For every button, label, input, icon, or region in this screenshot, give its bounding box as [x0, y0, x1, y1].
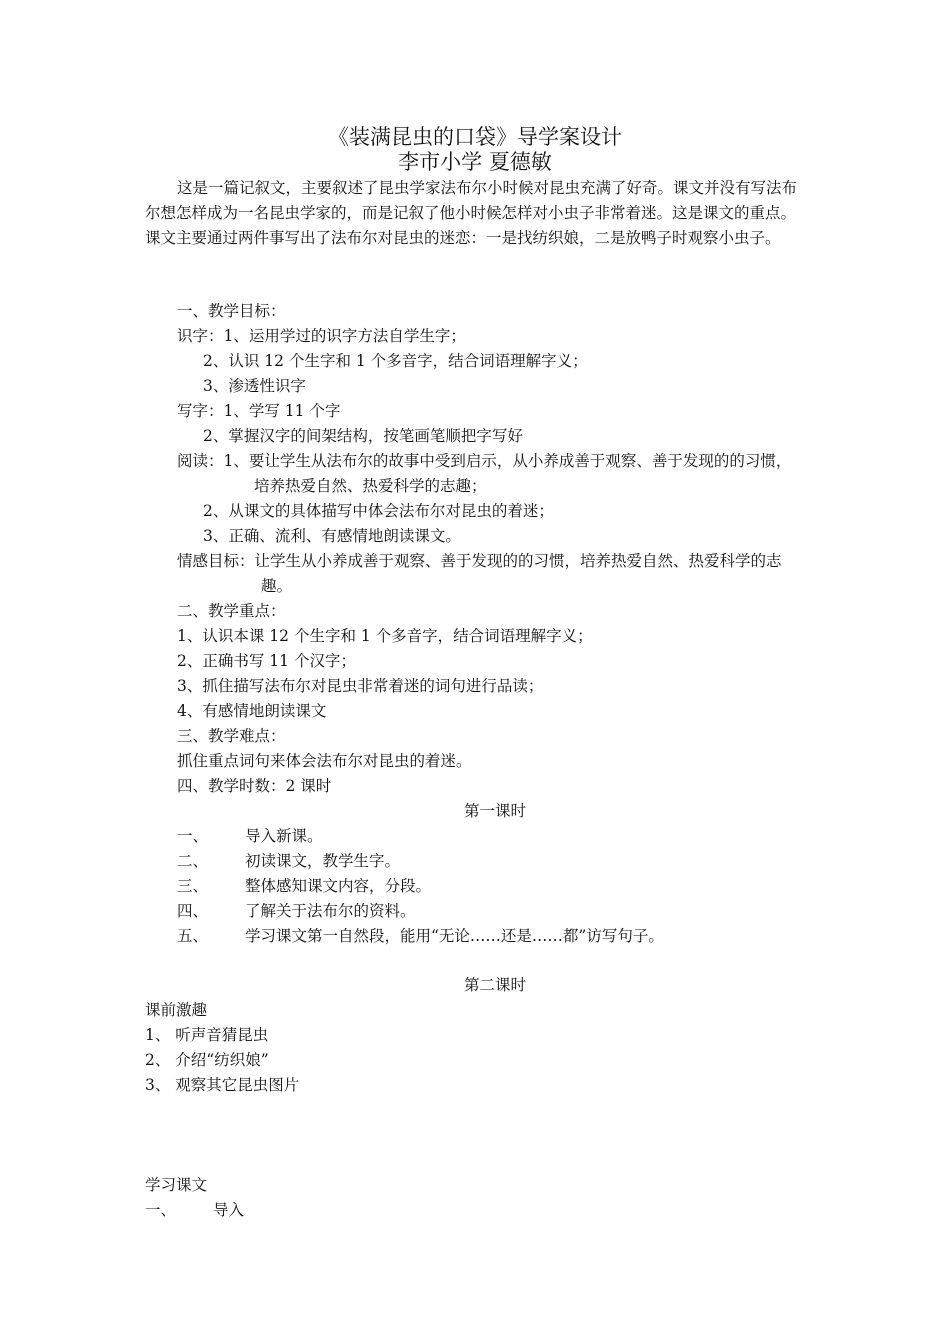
lesson1-item-text: 导入新课。: [245, 827, 323, 845]
class-hours: 四、教学时数：2 课时: [177, 777, 332, 795]
writing-objective: 写字：1、学写 11 个字: [177, 402, 341, 420]
key-points-heading: 二、教学重点：: [177, 602, 286, 620]
key-point-item: 1、认识本课 12 个生字和 1 个多音字，结合词语理解字义；: [177, 627, 593, 645]
key-point-item: 2、正确书写 11 个汉字；: [177, 652, 356, 670]
literacy-objective: 识字：1、运用学过的识字方法自学生字；: [177, 327, 466, 345]
study-step-text: 导入: [213, 1201, 245, 1219]
lesson1-item-text: 学习课文第一自然段，能用“无论……还是……都”访写句子。: [245, 927, 664, 945]
literacy-objective: 2、认识 12 个生字和 1 个多音字，结合词语理解字义；: [203, 352, 588, 370]
objectives-heading: 一、教学目标：: [177, 302, 286, 320]
study-heading: 学习课文: [145, 1176, 208, 1194]
lesson1-item-num: 二、: [177, 852, 209, 870]
reading-objective: 2、从课文的具体描写中体会法布尔对昆虫的着迷；: [203, 502, 554, 520]
key-point-item: 4、有感情地朗读课文: [177, 702, 327, 720]
emotion-objective-cont: 趣。: [261, 577, 293, 595]
emotion-objective: 情感目标：让学生从小养成善于观察、善于发现的的习惯，培养热爱自然、热爱科学的志: [177, 552, 782, 570]
literacy-objective: 3、渗透性识字: [203, 377, 306, 395]
lesson1-item-num: 五、: [177, 927, 209, 945]
reading-objective: 3、正确、流利、有感情地朗读课文。: [203, 527, 461, 545]
warmup-heading: 课前激趣: [145, 1001, 208, 1019]
lesson1-item-text: 初读课文，教学生字。: [245, 852, 401, 870]
lesson1-item-text: 整体感知课文内容，分段。: [245, 877, 432, 895]
reading-objective: 阅读：1、要让学生从法布尔的故事中受到启示，从小养成善于观察、善于发现的的习惯，: [177, 452, 792, 470]
lesson1-heading: 第一课时: [463, 802, 526, 820]
reading-objective-cont: 培养热爱自然、热爱科学的志趣；: [254, 477, 487, 495]
study-step-num: 一、: [145, 1201, 177, 1219]
difficulty-heading: 三、教学难点：: [177, 727, 286, 745]
warmup-item: 1、 听声音猜昆虫: [145, 1026, 269, 1044]
difficulty-text: 抓住重点词句来体会法布尔对昆虫的着迷。: [177, 752, 472, 770]
lesson1-item-text: 了解关于法布尔的资料。: [245, 902, 416, 920]
lesson1-item-num: 四、: [177, 902, 209, 920]
intro-paragraph: 这是一篇记叙文，主要叙述了昆虫学家法布尔小时候对昆虫充满了好奇。课文并没有写法布尔想怎样成为一名昆虫学家的，而是记叙了他小时候怎样对小虫子非常着迷。这是课文的重点。课文主要通过两件事写出了法布尔对昆虫的迷恋：一是找纺织娘，二是放鸭子时观察小虫子。: [145, 179, 798, 247]
author-line: 李市小学 夏德敏: [398, 150, 552, 174]
document-title: 《装满昆虫的口袋》导学案设计: [328, 125, 622, 149]
writing-objective: 2、掌握汉字的间架结构，按笔画笔顺把字写好: [203, 427, 523, 445]
lesson1-item-num: 三、: [177, 877, 209, 895]
lesson2-heading: 第二课时: [463, 976, 526, 994]
warmup-item: 3、 观察其它昆虫图片: [145, 1076, 300, 1094]
lesson1-item-num: 一、: [177, 827, 209, 845]
key-point-item: 3、抓住描写法布尔对昆虫非常着迷的词句进行品读；: [177, 677, 544, 695]
warmup-item: 2、 介绍“纺织娘”: [145, 1051, 269, 1069]
